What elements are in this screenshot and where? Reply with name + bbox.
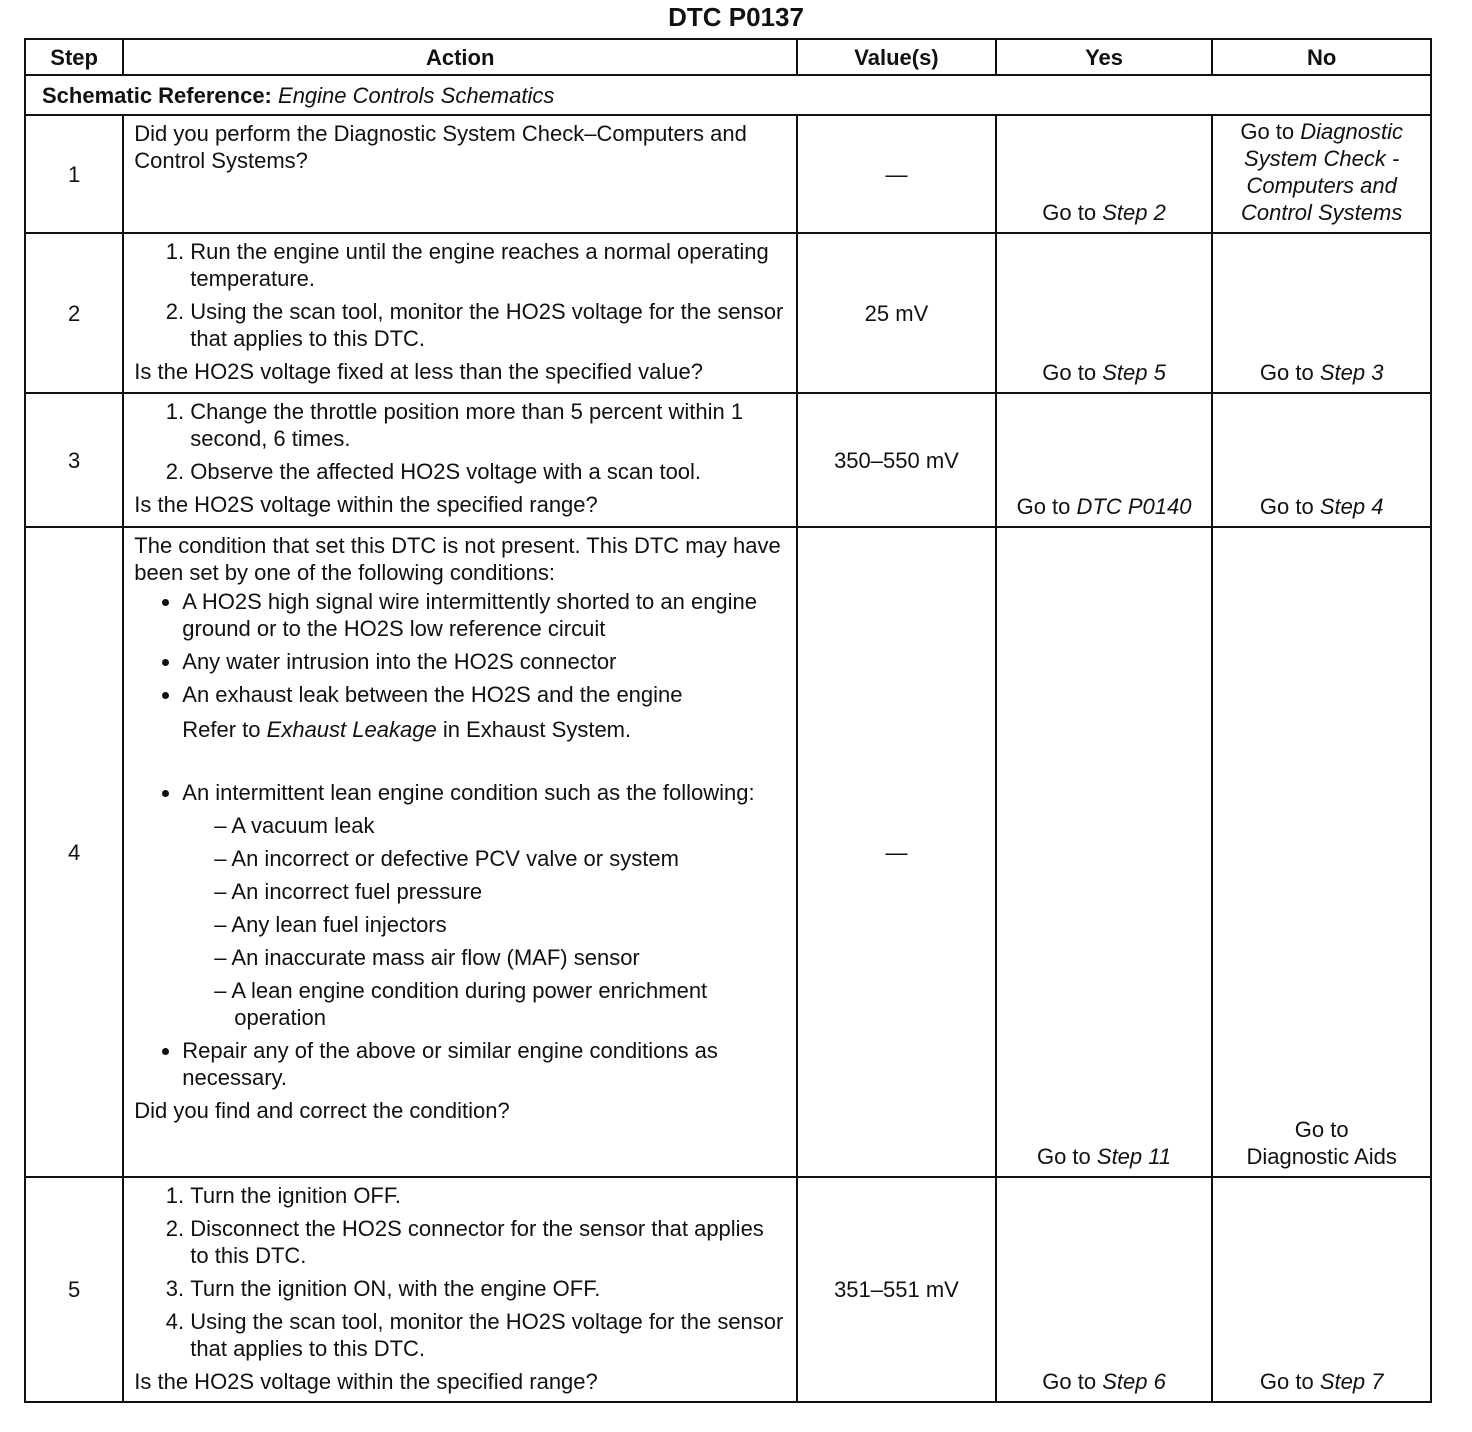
list-item: 2. Disconnect the HO2S connector for the sensor that applies to this DTC.	[190, 1215, 788, 1269]
yes-link[interactable]: Step 5	[1102, 360, 1166, 385]
list-item: 1. Run the engine until the engine reaches a normal operating temperature.	[190, 238, 788, 292]
sub-item: – Any lean fuel injectors	[214, 911, 788, 938]
table-row	[25, 233, 1431, 393]
yes-cell[interactable]	[996, 527, 1213, 1177]
yes-cell[interactable]	[996, 233, 1213, 393]
action-intro: The condition that set this DTC is not present. This DTC may have been set by one of the following conditions:	[134, 533, 781, 585]
step-number: 5	[25, 1177, 123, 1402]
sub-item: – A vacuum leak	[214, 812, 788, 839]
yes-prefix: Go to	[1036, 1144, 1091, 1169]
step-question: Did you find and correct the condition?	[134, 1098, 510, 1123]
header-row	[25, 39, 1431, 75]
header-values: Value(s)	[797, 39, 996, 75]
action-list	[134, 398, 788, 485]
no-link[interactable]: Step 7	[1319, 1369, 1384, 1394]
yes-link[interactable]: Step 6	[1102, 1369, 1166, 1394]
no-prefix: Go to	[1259, 360, 1314, 385]
step-number: 1	[25, 115, 123, 233]
step-question: Is the HO2S voltage fixed at less than the specified value?	[134, 359, 703, 384]
step-question: Is the HO2S voltage within the specified range?	[134, 1369, 598, 1394]
no-link[interactable]: Diagnostic Aids	[1246, 1144, 1397, 1169]
yes-prefix: Go to	[1016, 494, 1071, 519]
no-prefix: Go to	[1259, 494, 1314, 519]
no-cell[interactable]	[1212, 115, 1431, 233]
sub-item: – An incorrect fuel pressure	[214, 878, 788, 905]
list-item: 4. Using the scan tool, monitor the HO2S voltage for the sensor that applies to this DTC.	[190, 1308, 788, 1362]
page-title: DTC P0137	[668, 2, 804, 32]
table-row	[25, 1177, 1431, 1402]
no-cell[interactable]	[1212, 233, 1431, 393]
schematic-reference	[25, 75, 1431, 115]
action-text: Did you perform the Diagnostic System Check–Computers and Control Systems?	[134, 121, 747, 173]
list-item	[182, 779, 788, 1031]
list-item: • Repair any of the above or similar engine conditions as necessary.	[182, 1037, 788, 1091]
list-item: 3. Turn the ignition ON, with the engine OFF.	[190, 1275, 788, 1302]
no-cell[interactable]	[1212, 1177, 1431, 1402]
no-link[interactable]: Diagnostic System Check - Computers and Control Systems	[1240, 119, 1403, 225]
step-action	[123, 233, 797, 393]
list-item: 1. Change the throttle position more than 5 percent within 1 second, 6 times.	[190, 398, 788, 452]
yes-link[interactable]: Step 11	[1096, 1144, 1172, 1169]
step-value: —	[797, 527, 996, 1177]
no-link[interactable]: Step 3	[1319, 360, 1384, 385]
sub-item: – A lean engine condition during power enrichment operation	[214, 977, 788, 1031]
action-list	[134, 1182, 788, 1362]
refer-suffix: in Exhaust System.	[442, 717, 632, 742]
step-value: 351–551 mV	[797, 1177, 996, 1402]
list-item: 1. Turn the ignition OFF.	[190, 1182, 788, 1209]
condition-list	[134, 588, 788, 1091]
yes-prefix: Go to	[1042, 1369, 1097, 1394]
step-action	[123, 115, 797, 233]
list-item: • A HO2S high signal wire intermittently shorted to an engine ground or to the HO2S low reference circuit	[182, 588, 788, 642]
step-number: 3	[25, 393, 123, 527]
header-step: Step	[25, 39, 123, 75]
yes-link[interactable]: DTC P0140	[1076, 494, 1192, 519]
action-list	[134, 238, 788, 352]
no-link[interactable]: Step 4	[1319, 494, 1384, 519]
refer-link[interactable]: Exhaust Leakage	[266, 717, 437, 742]
bullet-text: An exhaust leak between the HO2S and the engine	[182, 682, 683, 707]
yes-prefix: Go to	[1042, 200, 1097, 225]
no-cell[interactable]	[1212, 527, 1431, 1177]
no-prefix: Go to	[1259, 1369, 1314, 1394]
yes-cell[interactable]	[996, 393, 1213, 527]
list-item	[182, 681, 788, 743]
step-value: 25 mV	[797, 233, 996, 393]
yes-prefix: Go to	[1042, 360, 1097, 385]
step-question: Is the HO2S voltage within the specified range?	[134, 492, 598, 517]
header-action: Action	[123, 39, 797, 75]
refer-note	[182, 716, 788, 743]
sub-item: – An incorrect or defective PCV valve or system	[214, 845, 788, 872]
yes-link[interactable]: Step 2	[1102, 200, 1166, 225]
table-row	[25, 115, 1431, 233]
header-no: No	[1212, 39, 1431, 75]
yes-cell[interactable]	[996, 1177, 1213, 1402]
schematic-label: Schematic Reference:	[42, 82, 272, 108]
list-item: 2. Using the scan tool, monitor the HO2S voltage for the sensor that applies to this DTC.	[190, 298, 788, 352]
bullet-text: An intermittent lean engine condition such as the following:	[182, 780, 755, 805]
step-number: 4	[25, 527, 123, 1177]
diagnostic-table	[24, 38, 1432, 1403]
schematic-row	[25, 75, 1431, 115]
no-cell[interactable]	[1212, 393, 1431, 527]
no-prefix: Go to	[1240, 119, 1295, 144]
step-action	[123, 393, 797, 527]
yes-cell[interactable]	[996, 115, 1213, 233]
schematic-link[interactable]: Engine Controls Schematics	[278, 82, 555, 108]
list-item: • Any water intrusion into the HO2S connector	[182, 648, 788, 675]
step-value: —	[797, 115, 996, 233]
list-item: 2. Observe the affected HO2S voltage with a scan tool.	[190, 458, 788, 485]
table-row	[25, 527, 1431, 1177]
step-action	[123, 1177, 797, 1402]
sub-item: – An inaccurate mass air flow (MAF) sensor	[214, 944, 788, 971]
sub-list	[182, 812, 788, 1031]
step-action	[123, 527, 797, 1177]
step-number: 2	[25, 233, 123, 393]
table-row	[25, 393, 1431, 527]
no-prefix: Go to	[1294, 1117, 1349, 1142]
header-yes: Yes	[996, 39, 1213, 75]
step-value: 350–550 mV	[797, 393, 996, 527]
refer-prefix: Refer to	[182, 717, 261, 742]
